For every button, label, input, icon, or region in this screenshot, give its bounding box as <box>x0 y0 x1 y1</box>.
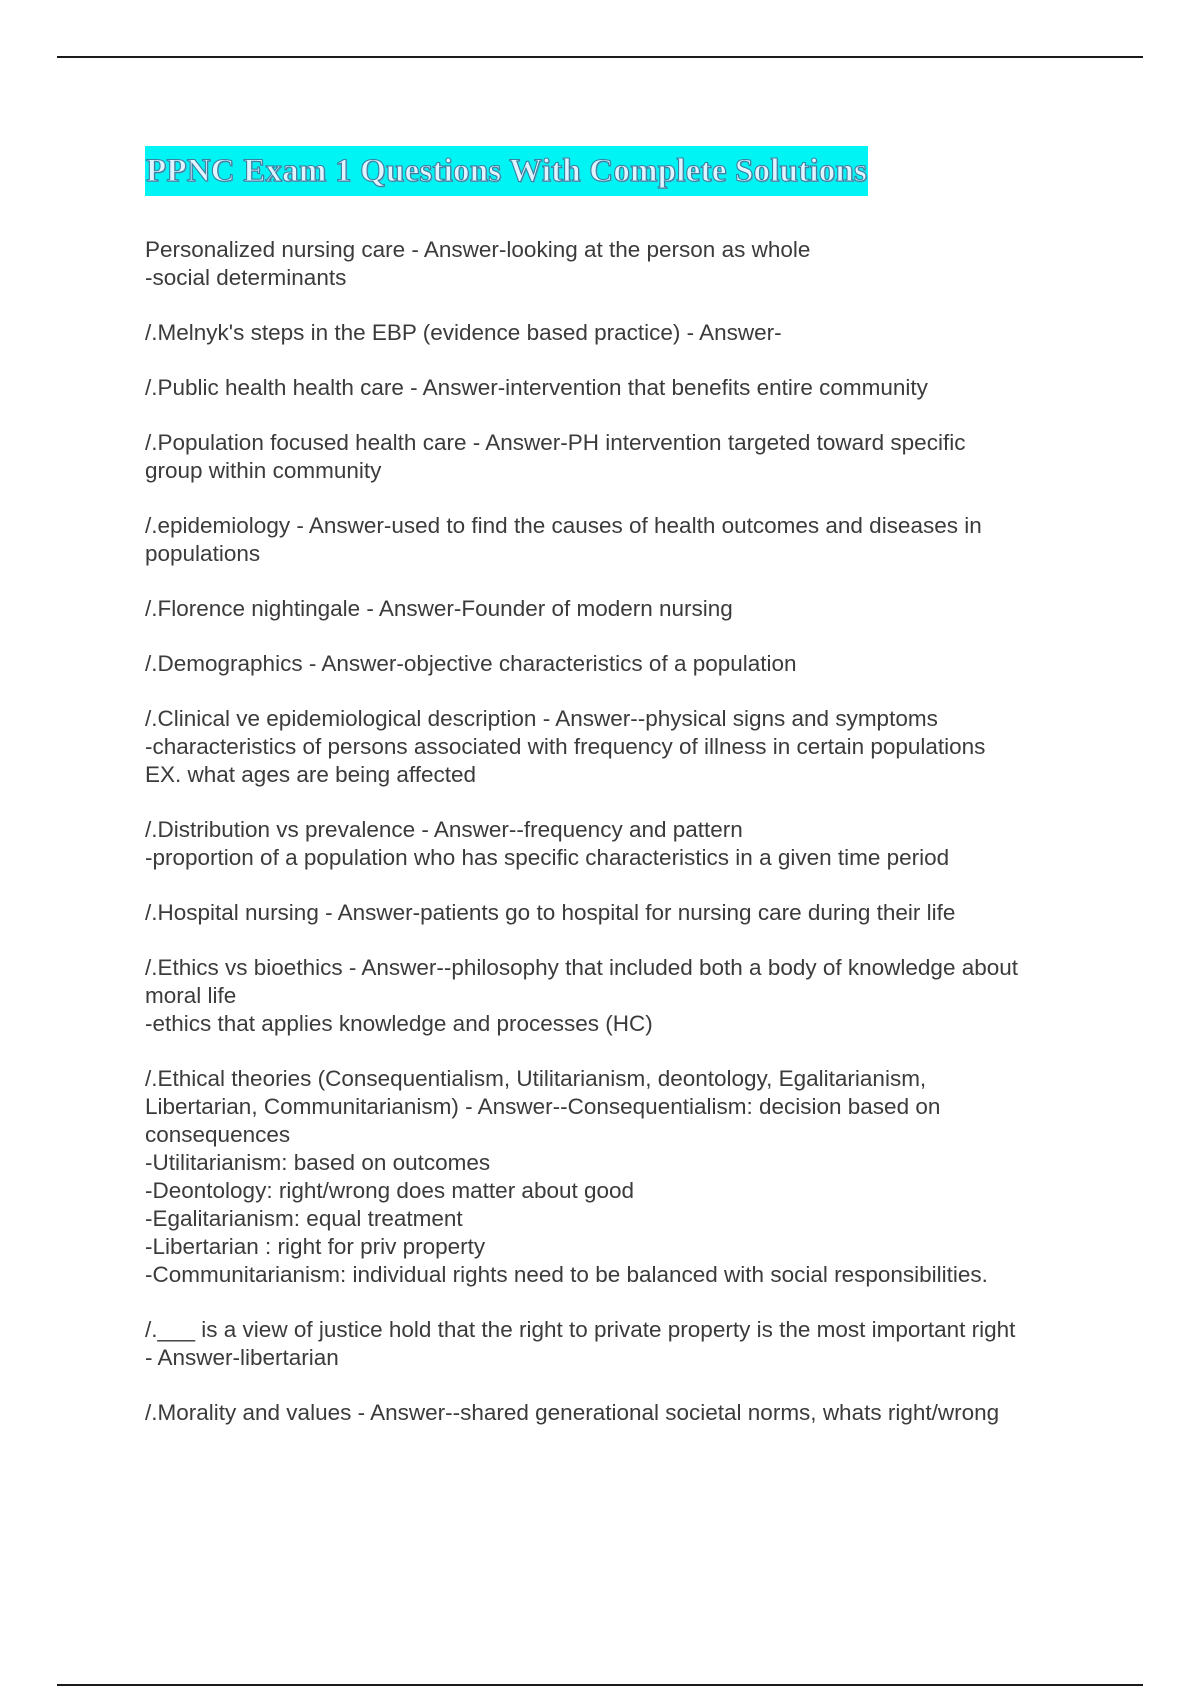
qa-entry-line: -Communitarianism: individual rights need to be balanced with social responsibilities. <box>145 1262 988 1287</box>
qa-entry-line: /.___ is a view of justice hold that the right to private property is the most important right <box>145 1317 1016 1342</box>
qa-entry <box>145 319 1105 347</box>
qa-entry-line: /.Melnyk's steps in the EBP (evidence based practice) - Answer- <box>145 320 782 345</box>
qa-entry <box>145 1065 1105 1289</box>
qa-entry <box>145 512 1105 568</box>
qa-entry-line: -Libertarian : right for priv property <box>145 1234 486 1259</box>
qa-entry-line: -Deontology: right/wrong does matter about good <box>145 1178 635 1203</box>
qa-entry-line: Libertarian, Communitarianism) - Answer--Consequentialism: decision based on <box>145 1094 941 1119</box>
qa-entry-line: /.Florence nightingale - Answer-Founder of modern nursing <box>145 596 733 621</box>
qa-entry <box>145 595 1105 623</box>
qa-entry-line: /.epidemiology - Answer-used to find the causes of health outcomes and diseases in <box>145 513 982 538</box>
qa-entry-line: /.Hospital nursing - Answer-patients go to hospital for nursing care during their life <box>145 900 956 925</box>
qa-list <box>145 236 1105 1454</box>
qa-entry-line: -Egalitarianism: equal treatment <box>145 1206 463 1231</box>
qa-entry-line: -characteristics of persons associated with frequency of illness in certain populations <box>145 734 986 759</box>
qa-entry-line: /.Demographics - Answer-objective characteristics of a population <box>145 651 797 676</box>
qa-entry <box>145 374 1105 402</box>
qa-entry <box>145 816 1105 872</box>
qa-entry-line: -proportion of a population who has specific characteristics in a given time period <box>145 845 950 870</box>
qa-entry <box>145 954 1105 1038</box>
qa-entry <box>145 236 1105 292</box>
qa-entry-line: /.Distribution vs prevalence - Answer--frequency and pattern <box>145 817 743 842</box>
document-title: PPNC Exam 1 Questions With Complete Solutions <box>146 152 868 189</box>
qa-entry <box>145 899 1105 927</box>
qa-entry-line: consequences <box>145 1122 291 1147</box>
qa-entry-line: /.Population focused health care - Answer-PH intervention targeted toward specific <box>145 430 966 455</box>
qa-entry-line: Personalized nursing care - Answer-looking at the person as whole <box>145 237 811 262</box>
qa-entry <box>145 650 1105 678</box>
qa-entry-line: - Answer-libertarian <box>145 1345 339 1370</box>
qa-entry-line: -ethics that applies knowledge and processes (HC) <box>145 1011 653 1036</box>
qa-entry-line: moral life <box>145 983 237 1008</box>
top-divider <box>57 56 1143 58</box>
qa-entry-line: populations <box>145 541 261 566</box>
qa-entry-line: /.Ethics vs bioethics - Answer--philosophy that included both a body of knowledge about <box>145 955 1019 980</box>
qa-entry <box>145 1399 1105 1427</box>
bottom-divider <box>57 1684 1143 1686</box>
qa-entry-line: -Utilitarianism: based on outcomes <box>145 1150 491 1175</box>
qa-entry-line: -social determinants <box>145 265 347 290</box>
qa-entry <box>145 429 1105 485</box>
qa-entry-line: group within community <box>145 458 382 483</box>
qa-entry <box>145 705 1105 789</box>
title-highlight <box>145 146 868 196</box>
qa-entry-line: /.Morality and values - Answer--shared generational societal norms, whats right/wrong <box>145 1400 1000 1425</box>
qa-entry-line: EX. what ages are being affected <box>145 762 477 787</box>
qa-entry-line: /.Clinical ve epidemiological description - Answer--physical signs and symptoms <box>145 706 938 731</box>
qa-entry <box>145 1316 1105 1372</box>
qa-entry-line: /.Public health health care - Answer-intervention that benefits entire community <box>145 375 928 400</box>
qa-entry-line: /.Ethical theories (Consequentialism, Utilitarianism, deontology, Egalitarianism, <box>145 1066 927 1091</box>
